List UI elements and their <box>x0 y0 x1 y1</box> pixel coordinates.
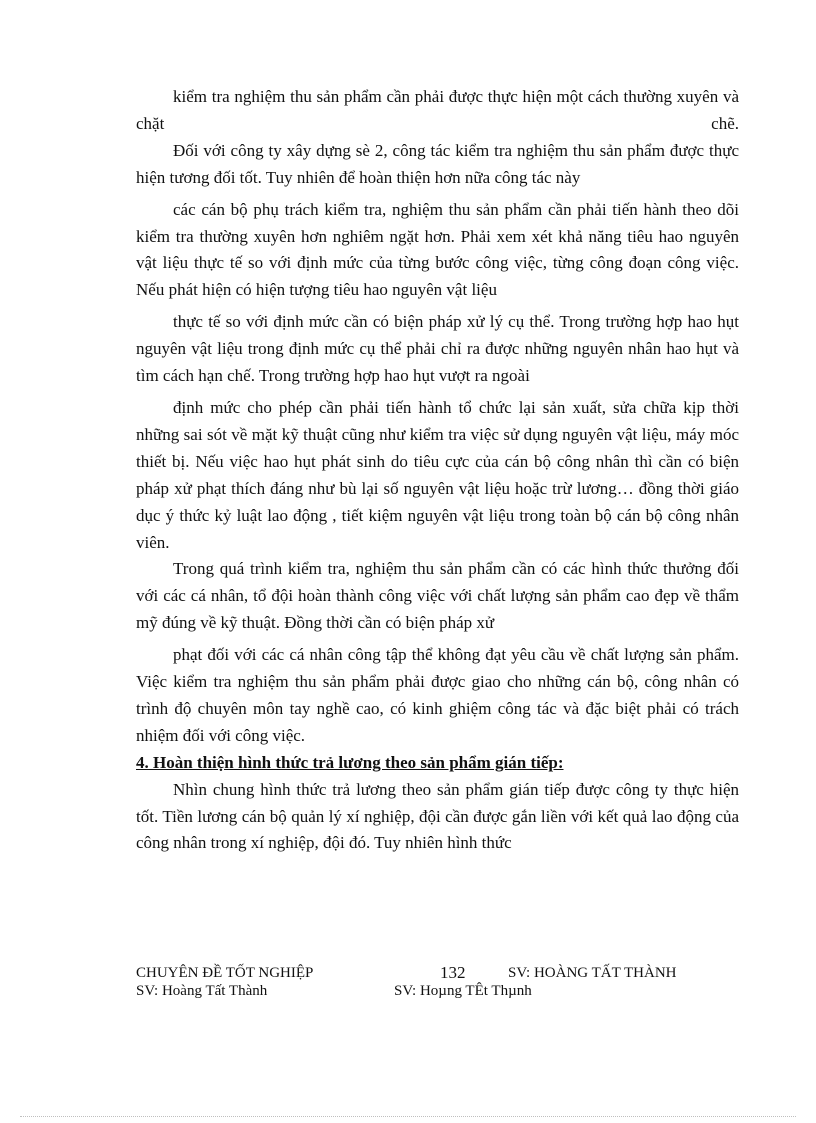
page-bottom-dotted-line <box>20 1116 796 1117</box>
paragraph-2: Đối với công ty xây dựng sè 2, công tác kiểm tra nghiệm thu sản phẩm được thực hiện tương đối tốt. Tuy nhiên để hoàn thiện hơn nữa công tác này <box>136 140 739 187</box>
paragraph-8: Nhìn chung hình thức trả lương theo sản phẩm gián tiếp được công ty thực hiện tốt. Tiền lương cán bộ quản lý xí nghiệp, đội cần được gắn liền với kết quả lao động của công nhân trong xí nghiệp, đội đó. Tuy nhiên hình thức <box>136 779 739 853</box>
section-heading: 4. Hoàn thiện hình thức trả lương theo sản phẩm gián tiếp: <box>136 752 564 772</box>
footer-row-1 <box>136 964 736 982</box>
paragraph-1: kiểm tra nghiệm thu sản phẩm cần phải được thực hiện một cách thường xuyên và chặt chẽ. <box>136 87 739 133</box>
footer-author-secondary: SV: Hoàng Tất Thành <box>136 983 268 999</box>
paragraph-6: Trong quá trình kiểm tra, nghiệm thu sản phẩm cần có các hình thức thưởng đối với các cá nhân, tổ đội hoàn thành công việc với chất lượng sản phẩm cao đẹp về thẩm mỹ đúng về kỹ thuật. Đồng thời cần có biện pháp xử <box>136 559 739 633</box>
footer-row-2 <box>136 982 736 1000</box>
footer-author-garbled: SV: Hoµng TÊt Thµnh <box>394 983 532 999</box>
footer-title: CHUYÊN ĐỀ TỐT NGHIỆP <box>136 965 314 981</box>
paragraph-3: các cán bộ phụ trách kiểm tra, nghiệm thu sản phẩm cần phải tiến hành theo dõi kiểm tra thường xuyên hơn nghiêm ngặt hơn. Phải xem xét khả năng tiêu hao nguyên vật liệu thực tế so với định mức của từng bước công việc, từng công đoạn công việc. Nếu phát hiện có hiện tượng tiêu hao nguyên vật liệu <box>136 199 739 300</box>
footer-author: SV: HOÀNG TẤT THÀNH <box>508 965 677 981</box>
page-footer <box>136 964 736 1000</box>
body-text <box>136 84 739 857</box>
page-number: 132 <box>440 963 466 982</box>
paragraph-5: định mức cho phép cần phải tiến hành tổ chức lại sản xuất, sửa chữa kịp thời những sai sót về mặt kỹ thuật cũng như kiểm tra việc sử dụng nguyên vật liệu, máy móc thiết bị. Nếu việc hao hụt phát sinh do tiêu cực của cán bộ công nhân thì cần có biện pháp xử phạt thích đáng như bù lại số nguyên vật liệu hoặc trừ lương… đồng thời giáo dục ý thức kỷ luật lao động , tiết kiệm nguyên vật liệu trong toàn bộ cán bộ công nhân viên. <box>136 397 739 552</box>
paragraph-7: phạt đối với các cá nhân công tập thể không đạt yêu cầu về chất lượng sản phẩm. Việc kiểm tra nghiệm thu sản phẩm phải được giao cho những cán bộ, công nhân có trình độ chuyên môn tay nghề cao, có kinh ghiệm công tác và đặc biệt phải có trách nhiệm đối với công việc. <box>136 645 739 745</box>
paragraph-4: thực tế so với định mức cần có biện pháp xử lý cụ thể. Trong trường hợp hao hụt nguyên vật liệu trong định mức cụ thể phải chỉ ra được những nguyên nhân hao hụt và tìm cách hạn chế. Trong trường hợp hao hụt vượt ra ngoài <box>136 312 739 386</box>
